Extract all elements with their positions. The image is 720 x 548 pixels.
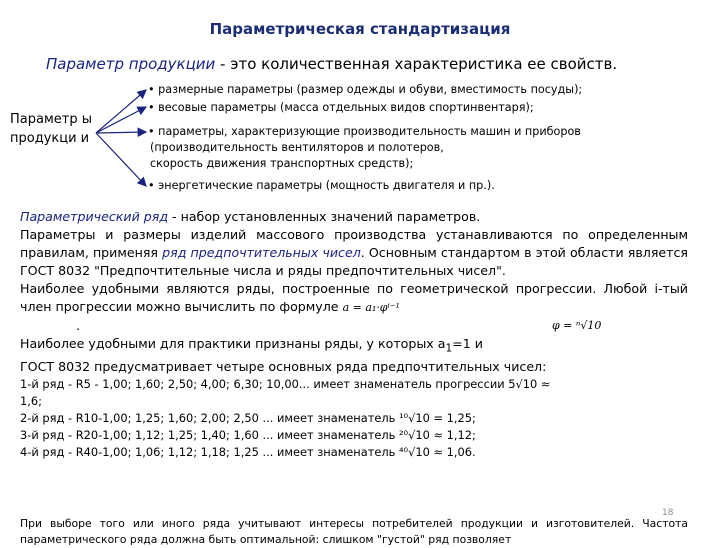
series-row: 3-й ряд - R20-1,00; 1,12; 1,25; 1,40; 1,60 ... имеет знаменатель ²⁰√10 ≈ 1,12;: [20, 427, 476, 442]
paragraph-gost: [20, 226, 688, 280]
first-term-text-b: =1 и: [452, 336, 483, 351]
slide-title: Параметрическая стандартизация: [209, 20, 511, 38]
series-row: 1-й ряд - R5 - 1,00; 1,60; 2,50; 4,00; 6,30; 10,00... имеет знаменатель прогрессии 5√10 ≈: [20, 376, 551, 391]
formula-line: [20, 317, 688, 335]
arrow-energy-params: [96, 133, 146, 186]
list-item-continuation: скорость движения транспортных средств);: [150, 157, 414, 170]
list-item: • весовые параметры (масса отдельных видов спортинвентаря);: [148, 101, 534, 114]
first-term-subscript: 1: [445, 342, 453, 355]
page-number: 18: [662, 508, 674, 518]
paragraph-geometric-text: Наиболее удобными являются ряды, построенные по геометрической прогрессии. Любой i-тый член прогрессии можно вычислить по формуле: [20, 281, 688, 314]
paragraph-geometric: [20, 280, 688, 317]
series-row: 4-й ряд - R40-1,00; 1,06; 1,12; 1,18; 1,25 ... имеет знаменатель ⁴⁰√10 ≈ 1,06.: [20, 444, 476, 459]
series-text: - набор установленных значений параметров.: [168, 209, 481, 224]
series-term: Параметрический ряд: [20, 209, 169, 224]
list-item-continuation: (производительность вентиляторов и полотеров,: [150, 141, 444, 154]
series-row-continuation: 1,6;: [20, 393, 42, 408]
parameters-label: Параметр ы продукци и: [10, 112, 92, 146]
paragraph-first-term: [20, 335, 688, 358]
paragraph-gost-a: Параметры и размеры изделий массового производства устанавливаются по определенным правилам, применяя: [20, 227, 688, 260]
footnote-text: При выборе того или иного ряда учитывают интересы потребителей продукции и изготовителей. Частота параметрического ряда должна быть оптимальной: слишком "густой" ряд позволяет: [20, 517, 688, 546]
preferred-numbers-term: ряд предпочтительных чисел: [162, 245, 361, 260]
main-text: [20, 208, 688, 461]
list-item: • размерные параметры (размер одежды и обуви, вместимость посуды);: [148, 83, 583, 96]
list-item: • параметры, характеризующие производительность машин и приборов: [148, 125, 581, 138]
formula-dot: .: [76, 318, 81, 333]
first-term-text-a: Наиболее удобными для практики признаны ряды, у которых а: [20, 336, 446, 351]
definition-text: - это количественная характеристика ее свойств.: [215, 55, 618, 73]
series-definition: [20, 208, 688, 226]
preferred-series-list: [20, 376, 688, 461]
list-item: • энергетические параметры (мощность двигателя и пр.).: [148, 179, 495, 192]
series-row: 2-й ряд - R10-1,00; 1,25; 1,60; 2,00; 2,50 ... имеет знаменатель ¹⁰√10 = 1,25;: [20, 410, 476, 425]
arrow-performance-params: [96, 132, 146, 133]
formula-progression: a = a₁·φⁱ⁻¹: [342, 301, 400, 314]
product-parameter-definition: [46, 52, 696, 76]
formula-ratio: φ = ⁿ√10: [552, 319, 602, 332]
definition-term: Параметр продукции: [46, 55, 216, 73]
paragraph-four-series: ГОСТ 8032 предусматривает четыре основных ряда предпочтительных чисел:: [20, 358, 547, 374]
paragraph-gost-b: . Основным стандартом в этой области является ГОСТ 8032 "Предпочтительные числа и ряды предпочтительных чисел".: [20, 245, 688, 278]
